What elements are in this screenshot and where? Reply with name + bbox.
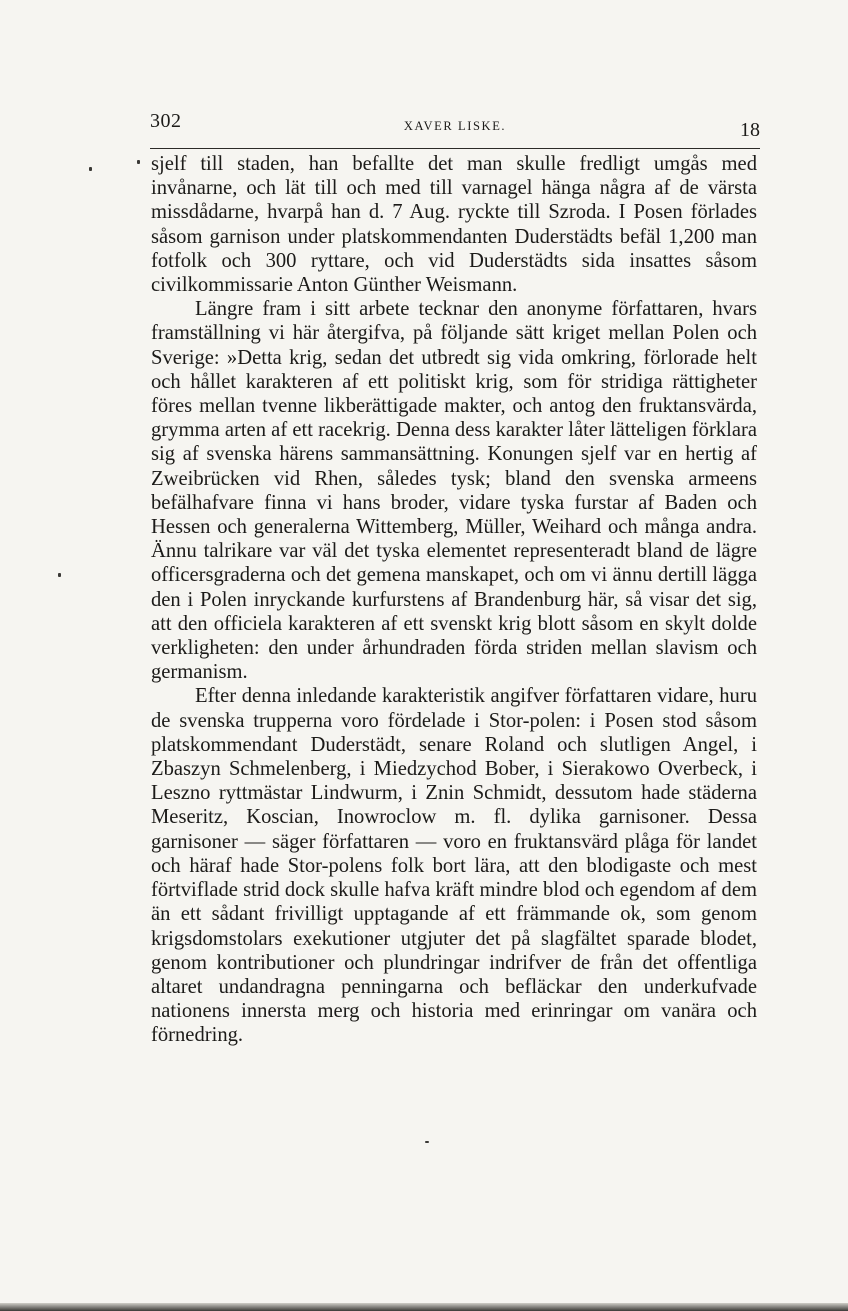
paragraph-1: sjelf till staden, han befallte det man skulle fredligt umgås med invånarne, och lät till och med till varnagel hänga några af de värsta missdådarne, hvarpå han d. 7 Aug. ryckte till Szroda. I Posen förlades såsom garnison under platskommendanten Duderstädts befäl 1,200 man fotfolk och 300 ryttare, och vid Duderstädts sida insattes såsom civilkommissarie Anton Günther Weismann. xyxy=(151,153,757,297)
running-title: XAVER LISKE. xyxy=(403,119,507,133)
page-number: 302 xyxy=(150,110,182,132)
margin-speck xyxy=(137,160,140,164)
signature-mark: 18 xyxy=(740,119,760,141)
paragraph-2: Längre fram i sitt arbete tecknar den anonyme författaren, hvars framställning vi här återgifva, på följande sätt kriget mellan Polen och Sverige: »Detta krig, sedan det utbredt sig vida omkring, förlorade helt och hållet karakteren af ett politiskt krig, som för stridiga rättigheter föres mellan tvenne likberättigade makter, och antog den fruktansvärda, grymma arten af ett racekrig. Denna dess karakter låter lätteligen förklara sig af svenska härens sammansättning. Konungen sjelf var en hertig af Zweibrücken vid Rhen, således tysk; bland den svenska armeens befälhafvare finna vi hans broder, vidare tyska furstar af Baden och Hessen och generalerna Wittemberg, Müller, Weihard och många andra. Ännu talrikare var väl det tyska elementet representeradt bland de lägre officersgraderna och det gemena manskapet, och om vi ännu dertill lägga den i Polen inryckande kurfurstens af Brandenburg här, så visar det sig, att den officiela karakteren af ett svenskt krig blott såsom en skylt dolde verkligheten: den under århundraden förda striden mellan slavism och germanism. xyxy=(151,298,757,684)
body-text xyxy=(151,152,757,1048)
paragraph-3: Efter denna inledande karakteristik angifver författaren vidare, huru de svenska trupperna voro fördelade i Stor-polen: i Posen stod såsom platskommendant Duderstädt, senare Roland och slutligen Angel, i Zbaszyn Schmelenberg, i Miedzychod Bober, i Sierakowo Overbeck, i Leszno ryttmästar Lindwurm, i Znin Schmidt, dessutom hade städerna Meseritz, Koscian, Inowroclow m. fl. dylika garnisoner. Dessa garnisoner — säger författaren — voro en fruktansvärd plåga för landet och häraf hade Stor-polens folk bort lära, att den blodigaste och mest förtviflade strid dock skulle hafva kräft mindre blod och egendom af dem än ett sådant frivilligt upptagande af ett främmande ok, som genom krigsdomstolars exekutioner utgjuter det på slagfältet sparade blodet, genom kontributioner och plundringar indrifver de från det offentliga altaret undandragna penningarna och befläckar den underkufvade nationens innersta merg och historia med erinringar om vanära och förnedring. xyxy=(151,685,757,1047)
margin-speck xyxy=(89,167,92,171)
page-speck xyxy=(425,1141,429,1143)
page-header xyxy=(150,110,760,144)
margin-speck xyxy=(58,573,61,577)
header-rule xyxy=(150,148,760,149)
scan-bottom-edge xyxy=(0,1303,848,1311)
